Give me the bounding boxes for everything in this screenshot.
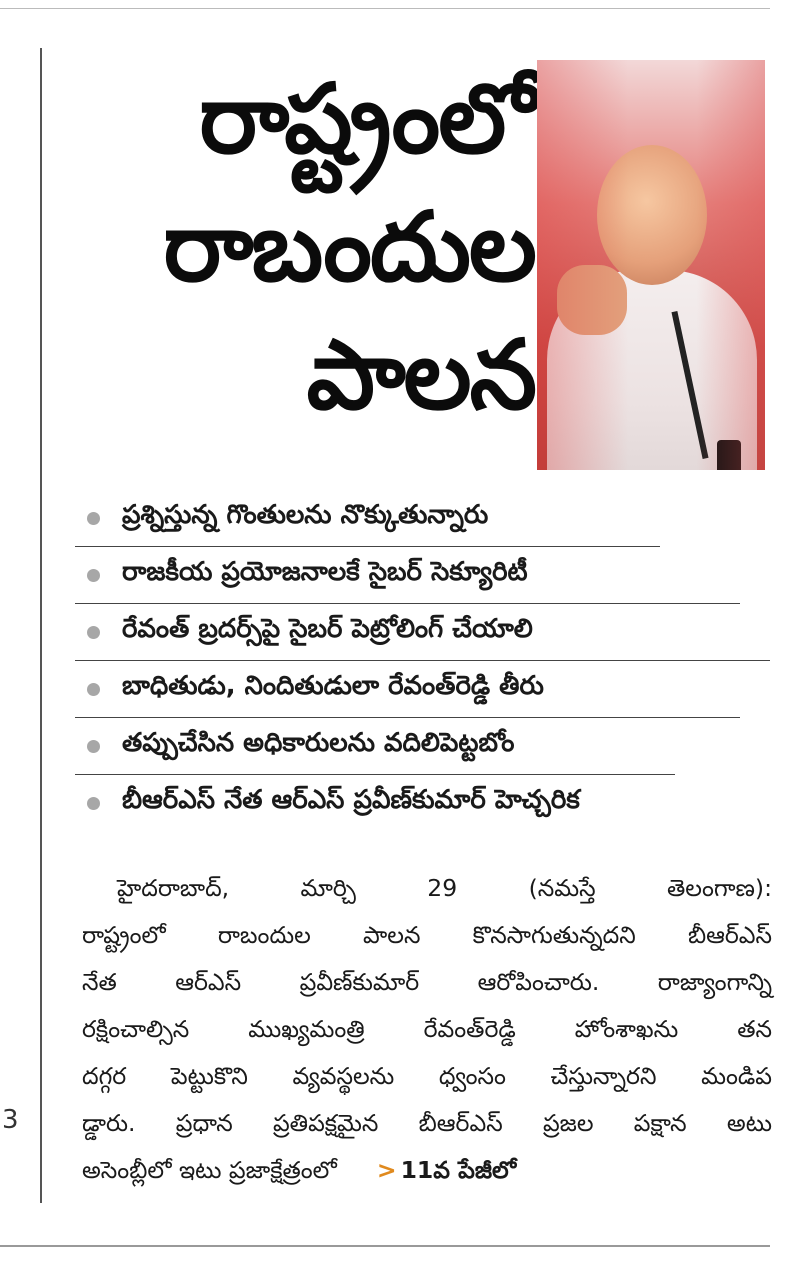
speaker-photo bbox=[537, 60, 765, 470]
article-line: డ్డారు. ప్రధాన ప్రతిపక్షమైన బీఆర్ఎస్ ప్రజల పక్షాన అటు bbox=[82, 1109, 772, 1137]
article-line: హైదరాబాద్, మార్చి 29 (నమస్తే తెలంగాణ): bbox=[117, 874, 772, 902]
bullet-dot-icon bbox=[87, 740, 100, 753]
continued-label: 11వ పేజీలో bbox=[400, 1156, 517, 1184]
headline bbox=[65, 55, 535, 439]
bullet-text: ప్రశ్నిస్తున్న గొంతులను నొక్కుతున్నారు bbox=[122, 500, 489, 530]
bullet-text: రేవంత్ బ్రదర్స్‌పై సైబర్ పెట్రోలింగ్ చేయాలి bbox=[122, 614, 533, 644]
bullet-item bbox=[75, 775, 770, 831]
bullet-text: తప్పుచేసిన అధికారులను వదిలిపెట్టబోం bbox=[122, 728, 515, 758]
bullet-item bbox=[75, 661, 740, 718]
top-rule bbox=[0, 8, 770, 9]
column-rule bbox=[40, 48, 42, 1203]
bullet-dot-icon bbox=[87, 626, 100, 639]
bullet-text: రాజకీయ ప్రయోజనాలకే సైబర్ సెక్యూరిటీ bbox=[122, 557, 528, 587]
article-line: అసెంబ్లీలో ఇటు ప్రజాక్షేత్రంలో bbox=[82, 1156, 337, 1184]
bullet-item bbox=[75, 718, 675, 775]
headline-line-2: రాబందుల bbox=[163, 191, 535, 303]
bullet-text: బీఆర్ఎస్ నేత ఆర్ఎస్ ప్రవీణ్‌కుమార్ హెచ్చరిక bbox=[122, 785, 580, 815]
bullet-text: బాధితుడు, నిందితుడులా రేవంత్‌రెడ్డి తీరు bbox=[122, 671, 544, 701]
headline-line-1: రాష్ట్రంలో bbox=[199, 63, 535, 175]
bullet-dot-icon bbox=[87, 569, 100, 582]
bullet-item bbox=[75, 547, 740, 604]
article-line: రాష్ట్రంలో రాబందుల పాలన కొనసాగుతున్నదని బీఆర్ఎస్ bbox=[82, 921, 772, 949]
article-line-last bbox=[82, 1147, 772, 1194]
photo-tint bbox=[537, 60, 765, 470]
side-page-mark: 3 bbox=[2, 1105, 19, 1135]
chevron-right-icon: > bbox=[376, 1156, 397, 1184]
bullet-dot-icon bbox=[87, 512, 100, 525]
article-body bbox=[82, 865, 772, 1194]
bullet-item bbox=[75, 604, 770, 661]
article-line: దగ్గర పెట్టుకొని వ్యవస్థలను ధ్వంసం చేస్తున్నారని మండిప bbox=[82, 1062, 772, 1090]
bullet-dot-icon bbox=[87, 683, 100, 696]
article-line: నేత ఆర్ఎస్ ప్రవీణ్‌కుమార్ ఆరోపించారు. రాజ్యాంగాన్ని bbox=[82, 968, 772, 996]
bullet-list bbox=[75, 490, 770, 831]
article-line: రక్షించాల్సిన ముఖ్యమంత్రి రేవంత్‌రెడ్డి హోంశాఖను తన bbox=[82, 1015, 772, 1043]
bullet-item bbox=[75, 490, 660, 547]
headline-line-3: పాలన bbox=[306, 319, 535, 431]
continued-on-page-link[interactable] bbox=[377, 1156, 516, 1184]
bottom-rule bbox=[0, 1245, 770, 1247]
bullet-dot-icon bbox=[87, 797, 100, 810]
